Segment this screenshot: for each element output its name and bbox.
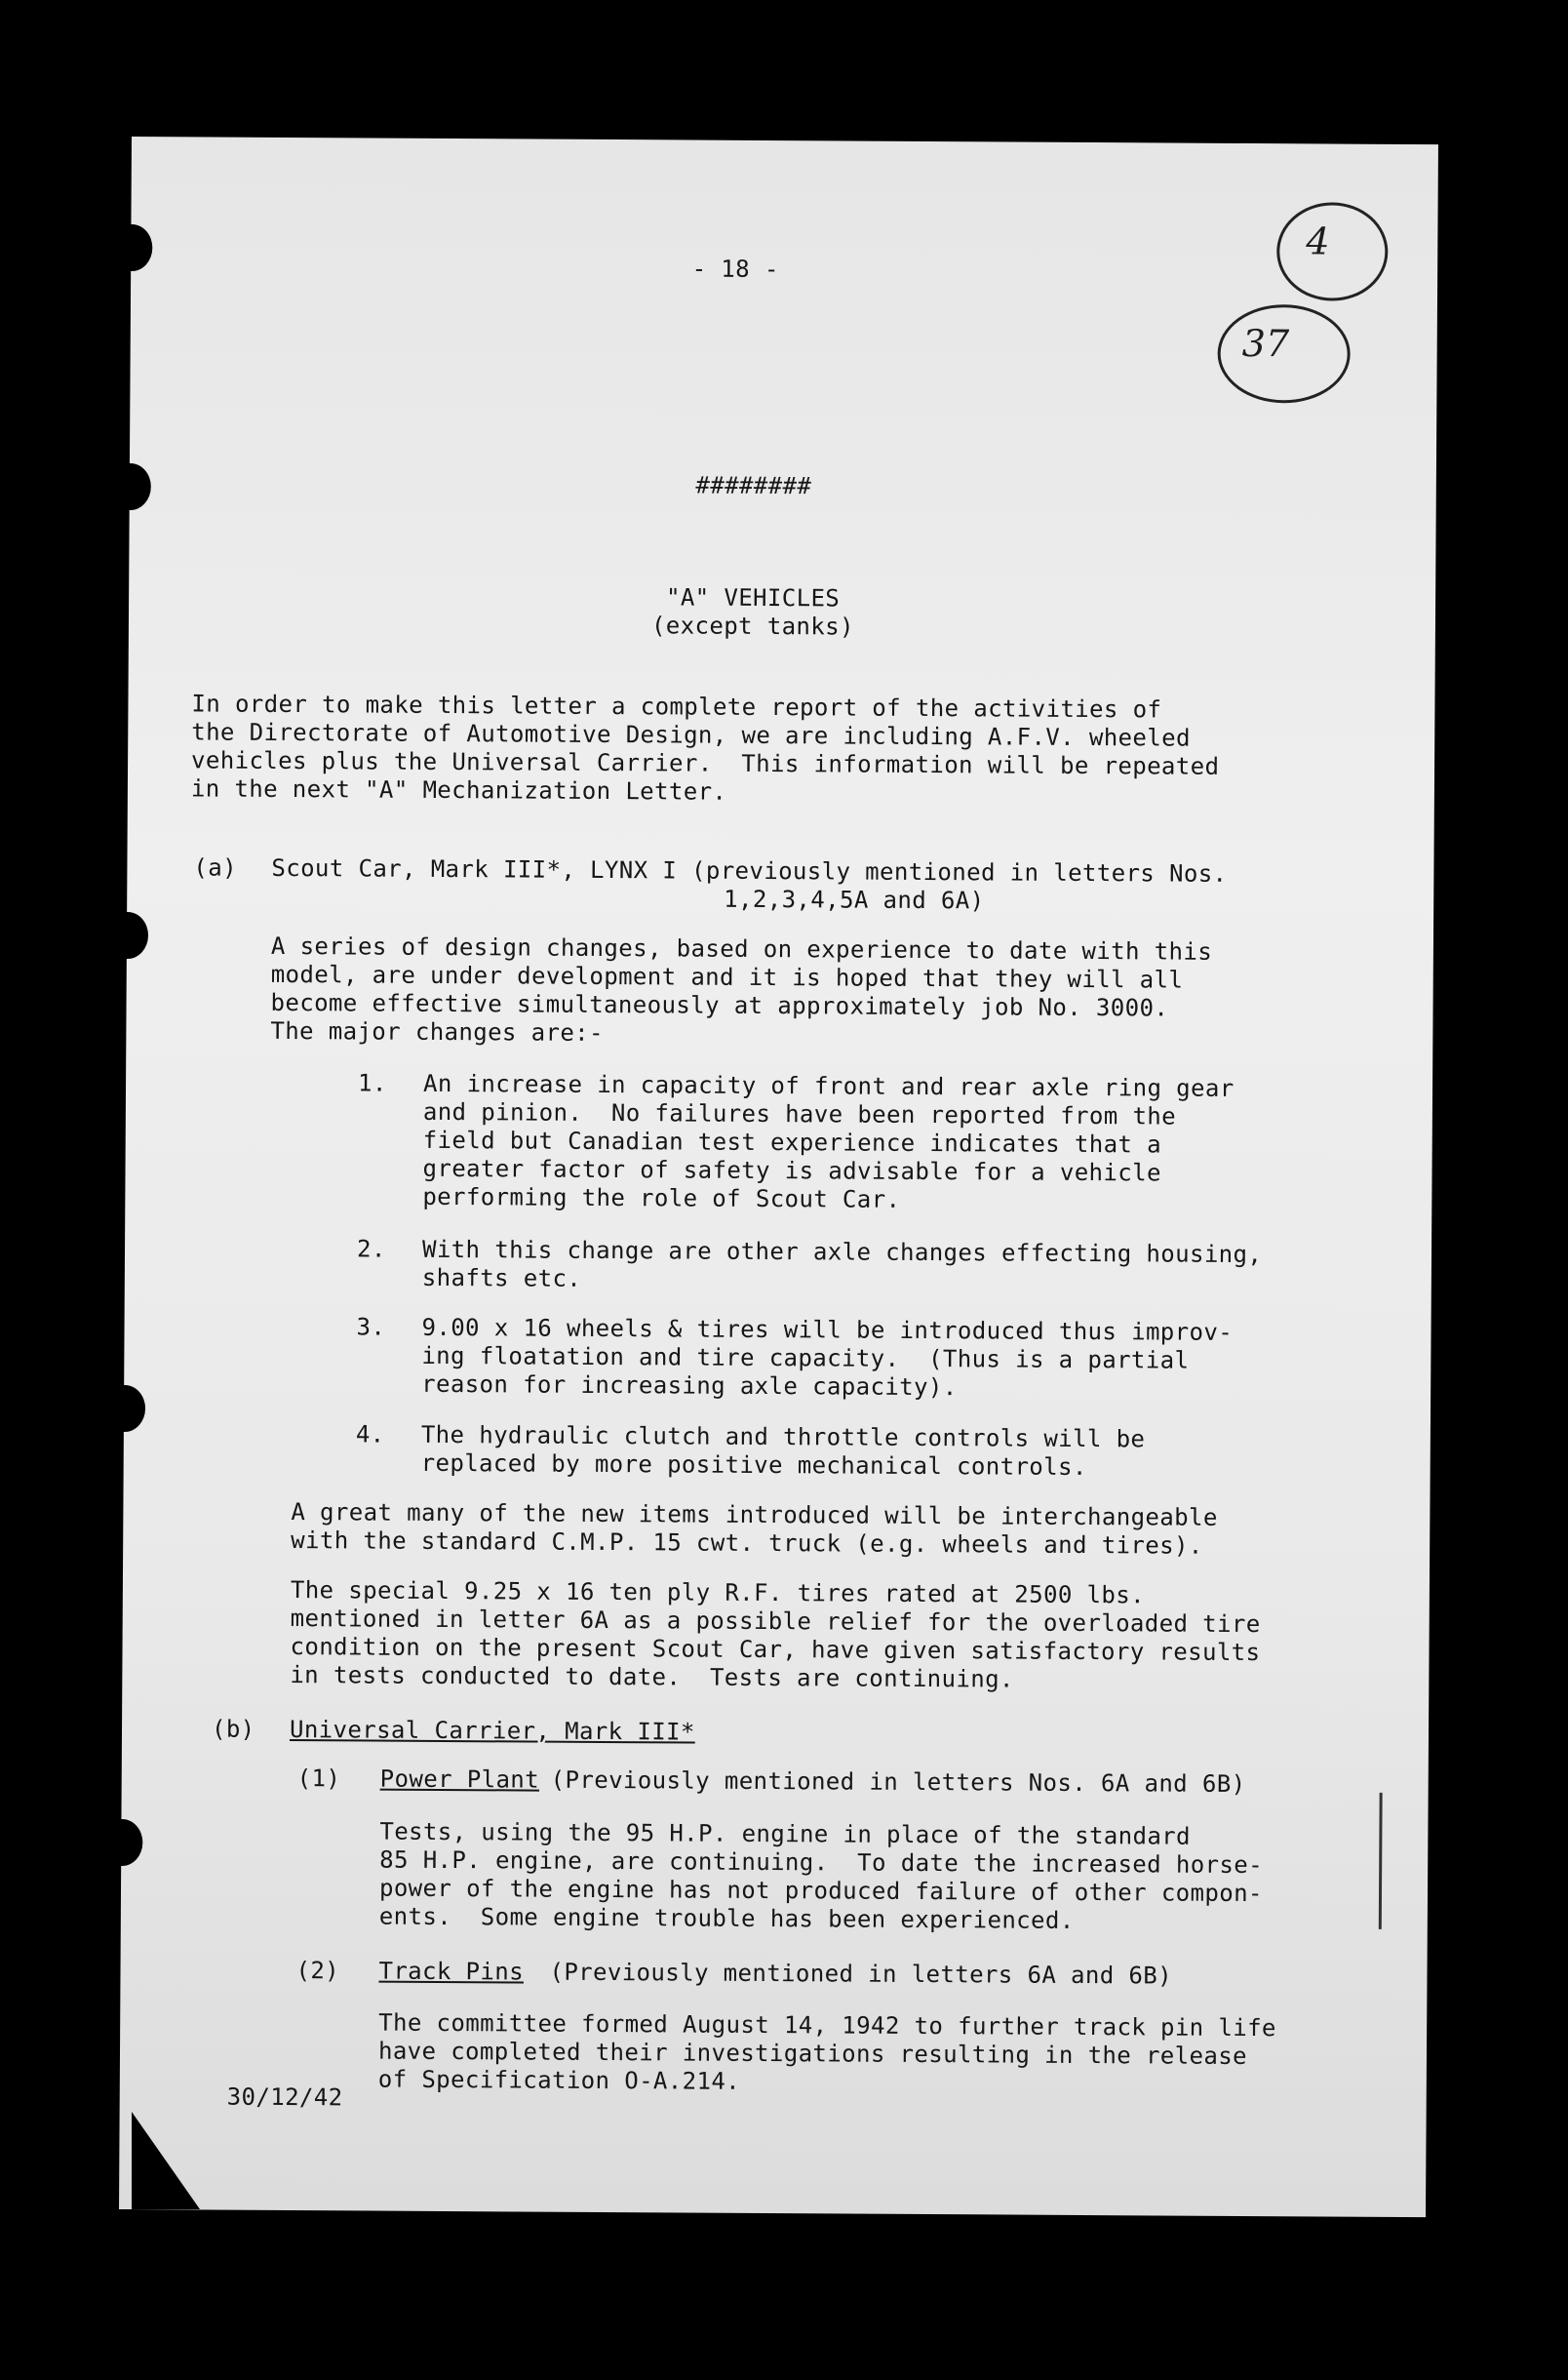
intro-line: in the next "A" Mechanization Letter. <box>190 774 727 806</box>
section-a-para-line: become effective simultaneously at approximately job No. 3000. <box>270 988 1169 1022</box>
list-item-number: 3. <box>356 1313 386 1341</box>
intro-line: the Directorate of Automotive Design, we are including A.F.V. wheeled <box>191 718 1191 752</box>
heading-subtitle: (except tanks) <box>650 612 854 641</box>
section-a-label: (a) <box>193 853 238 882</box>
intro-line: In order to make this letter a complete report of the activities of <box>191 690 1162 724</box>
circled-mark <box>1276 202 1389 301</box>
subsection-line: have completed their investigations resulting in the release <box>377 2037 1248 2071</box>
section-a-para3-line: in tests conducted to date. Tests are continuing. <box>290 1661 1014 1693</box>
section-b-label: (b) <box>211 1715 255 1743</box>
subsection-title: Power Plant <box>379 1765 540 1794</box>
subsection-note: (Previously mentioned in letters Nos. 6A and 6B) <box>550 1765 1246 1799</box>
list-item-line: The hydraulic clutch and throttle controls will be <box>420 1420 1146 1453</box>
section-a-para-line: The major changes are:- <box>270 1016 605 1047</box>
punch-hole <box>101 1819 142 1866</box>
list-item-number: 1. <box>357 1069 387 1097</box>
list-item-line: field but Canadian test experience indicates that a <box>422 1126 1162 1159</box>
folded-corner <box>132 2112 200 2209</box>
section-a-para-line: A series of design changes, based on experience to date with this <box>270 932 1213 966</box>
section-a-para3-line: mentioned in letter 6A as a possible relief for the overloaded tire <box>290 1605 1261 1639</box>
section-a-title: 1,2,3,4,5A and 6A) <box>724 885 985 915</box>
handwritten-mark: 4 <box>1306 219 1330 263</box>
subsection-number: (2) <box>295 1957 340 1985</box>
handwritten-mark: 37 <box>1241 321 1290 366</box>
subsection-title: Track Pins <box>378 1957 525 1986</box>
punch-hole <box>107 912 148 959</box>
section-a-title: Scout Car, Mark III*, LYNX I (previously mentioned in letters Nos. <box>271 853 1228 888</box>
list-item-line: performing the role of Scout Car. <box>422 1182 901 1213</box>
margin-line <box>1379 1793 1383 1929</box>
list-item-number: 2. <box>356 1235 386 1263</box>
page-number: - 18 - <box>691 255 779 284</box>
list-item-line: ing floatation and tire capacity. (Thus is a partial <box>421 1341 1190 1374</box>
subsection-number: (1) <box>296 1765 341 1793</box>
separator: ######## <box>695 471 812 500</box>
footer-date: 30/12/42 <box>226 2082 343 2112</box>
subsection-line: The committee formed August 14, 1942 to further track pin life <box>378 2008 1276 2043</box>
list-item-line: and pinion. No failures have been reported from the <box>422 1097 1177 1130</box>
intro-line: vehicles plus the Universal Carrier. This information will be repeated <box>191 746 1220 780</box>
list-item-line: 9.00 x 16 wheels & tires will be introduced thus improv- <box>421 1313 1234 1346</box>
list-item-line: reason for increasing axle capacity). <box>421 1369 958 1402</box>
subsection-line: power of the engine has not produced failure of other compon- <box>378 1874 1263 1908</box>
section-a-para-line: model, are under development and it is hoped that they will all <box>270 960 1184 994</box>
list-item-line: replaced by more positive mechanical controls. <box>420 1448 1087 1482</box>
subsection-line: Tests, using the 95 H.P. engine in place of the standard <box>379 1817 1192 1850</box>
list-item-line: An increase in capacity of front and rear axle ring gear <box>422 1069 1235 1102</box>
punch-hole <box>104 1385 145 1432</box>
subsection-line: 85 H.P. engine, are continuing. To date the increased horse- <box>379 1845 1264 1880</box>
punch-hole <box>110 463 151 510</box>
section-b-title: Universal Carrier, Mark III* <box>289 1716 695 1746</box>
section-a-para3-line: The special 9.25 x 16 ten ply R.F. tires rated at 2500 lbs. <box>290 1576 1146 1609</box>
list-item-line: shafts etc. <box>421 1263 582 1292</box>
section-a-para2-line: A great many of the new items introduced will be interchangeable <box>291 1498 1218 1531</box>
heading-title: "A" VEHICLES <box>665 583 841 613</box>
list-item-line: With this change are other axle changes effecting housing, <box>421 1235 1263 1269</box>
list-item-line: greater factor of safety is advisable for a vehicle <box>422 1154 1161 1187</box>
list-item-number: 4. <box>355 1420 385 1448</box>
document-page <box>119 137 1438 2217</box>
section-a-para2-line: with the standard C.M.P. 15 cwt. truck (e.g. wheels and tires). <box>291 1527 1203 1560</box>
punch-hole <box>111 224 152 271</box>
subsection-line: ents. Some engine trouble has been experienced. <box>378 1902 1075 1934</box>
section-a-para3-line: condition on the present Scout Car, have given satisfactory results <box>290 1633 1261 1667</box>
subsection-note: (Previously mentioned in letters 6A and 6B) <box>549 1958 1173 1990</box>
subsection-line: of Specification O-A.214. <box>377 2065 741 2095</box>
